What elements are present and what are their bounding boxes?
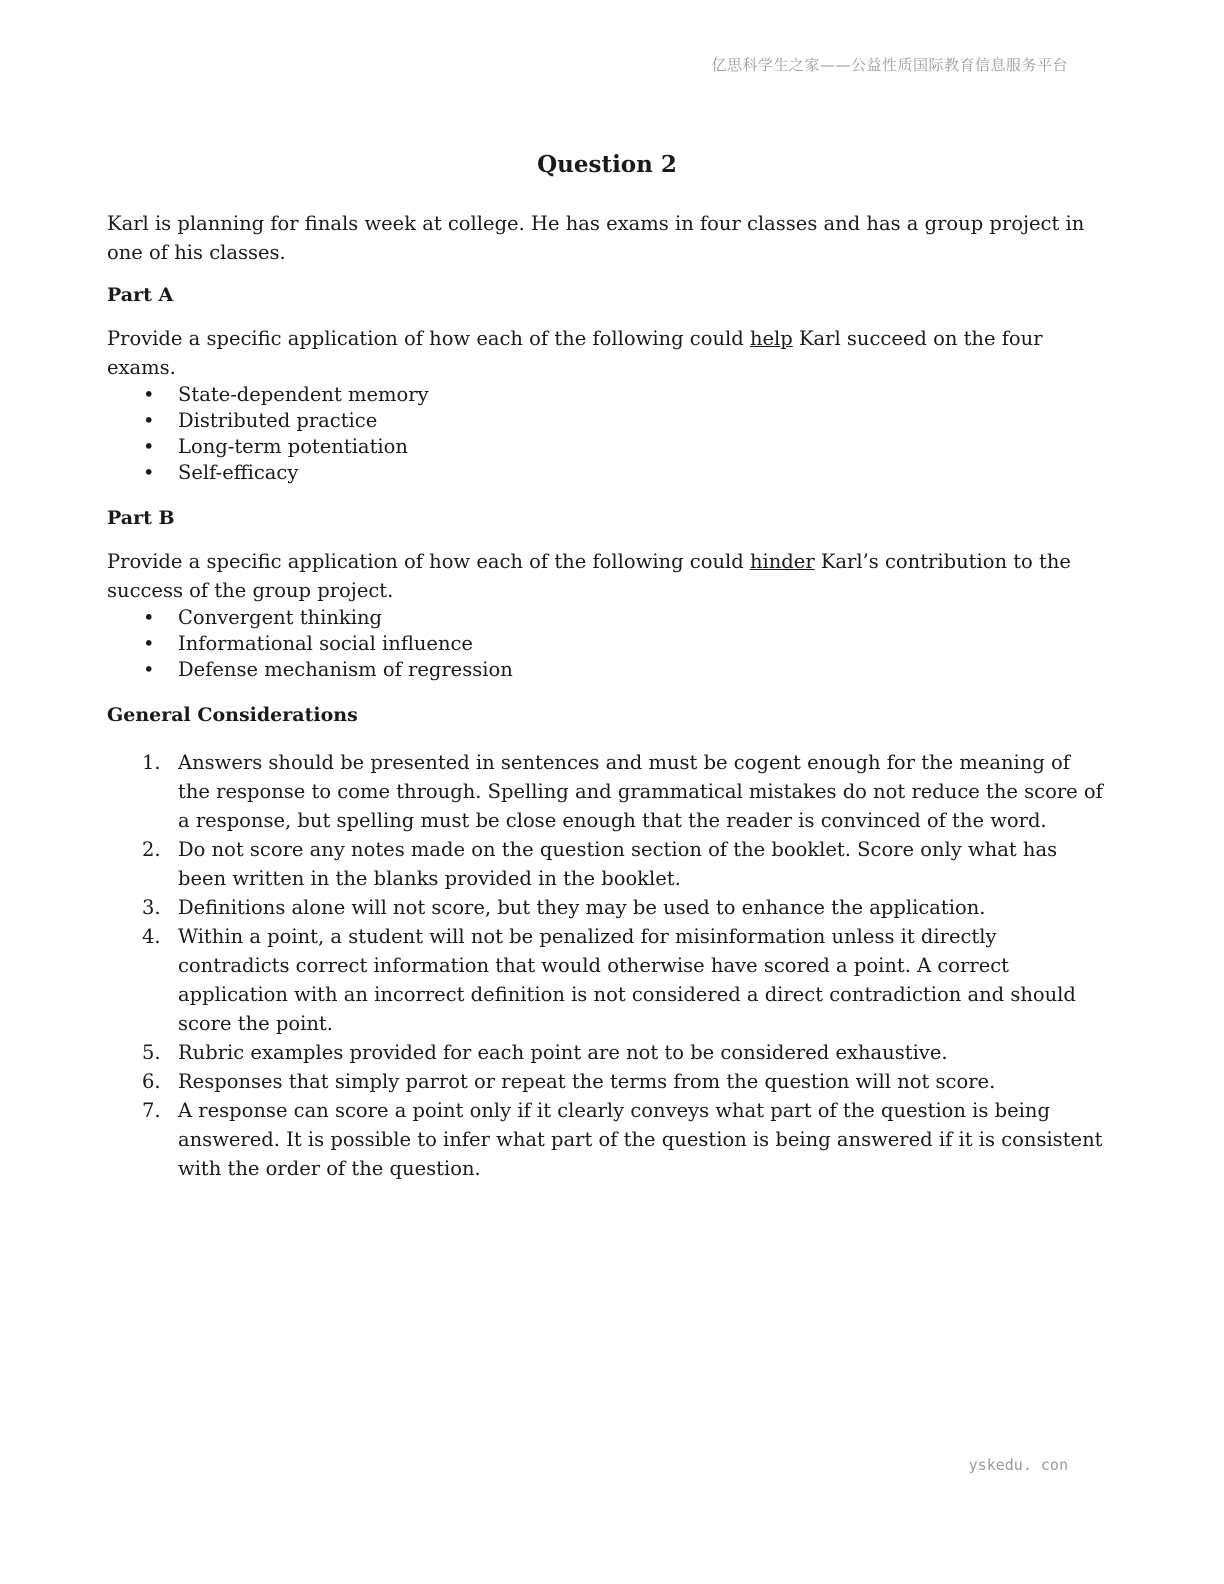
list-item — [107, 1067, 1107, 1096]
item-number: 4. — [142, 925, 161, 948]
part-b-prompt-start: Provide a specific application of how each of the following could — [107, 550, 750, 573]
list-item — [107, 835, 1107, 893]
item-text: A response can score a point only if it clearly conveys what part of the question is being answered. It is possible to infer what part of the question is being answered if it is consistent with the order of the question. — [178, 1099, 1103, 1180]
item-text: Definitions alone will not score, but they may be used to enhance the application. — [178, 896, 986, 919]
list-item: • State-dependent memory — [107, 382, 1107, 408]
part-a-prompt-start: Provide a specific application of how each of the following could — [107, 327, 750, 350]
item-text: Responses that simply parrot or repeat the terms from the question will not score. — [178, 1070, 996, 1093]
list-item: • Defense mechanism of regression — [107, 657, 1107, 683]
part-b-prompt-end: Karl’s contribution to the success of the group project. — [107, 550, 1071, 602]
list-item: • Informational social influence — [107, 631, 1107, 657]
item-number: 6. — [142, 1070, 161, 1093]
part-a-heading: Part A — [107, 284, 174, 306]
header-watermark: 亿思科学生之家——公益性质国际教育信息服务平台 — [711, 56, 1068, 74]
item-number: 1. — [142, 751, 161, 774]
item-text: Do not score any notes made on the question section of the booklet. Score only what has been written in the blanks provided in the booklet. — [178, 838, 1058, 890]
question-intro: Karl is planning for finals week at college. He has exams in four classes and has a group project in one of his classes. — [107, 212, 1085, 264]
list-item — [107, 893, 1107, 922]
list-item: • Distributed practice — [107, 408, 1107, 434]
item-number: 2. — [142, 838, 161, 861]
part-a-prompt-end: Karl succeed on the four exams. — [107, 327, 1043, 379]
list-item: • Convergent thinking — [107, 605, 1107, 631]
item-text: Answers should be presented in sentences and must be cogent enough for the meaning of the response to come through. Spelling and grammatical mistakes do not reduce the score of a response, but spelling must be close enough that the reader is convinced of the word. — [178, 751, 1103, 832]
item-number: 5. — [142, 1041, 161, 1064]
general-considerations-heading: General Considerations — [107, 704, 358, 726]
list-item: • Self-efficacy — [107, 460, 1107, 486]
footer-watermark: yskedu. con — [968, 1456, 1068, 1474]
part-a-list — [107, 382, 1107, 486]
part-a-prompt — [107, 324, 1107, 382]
list-item — [107, 748, 1107, 835]
part-b-prompt-emphasis: hinder — [749, 550, 815, 573]
item-text: Rubric examples provided for each point are not to be considered exhaustive. — [178, 1041, 948, 1064]
question-title: Question 2 — [537, 151, 677, 178]
part-b-prompt — [107, 547, 1107, 605]
part-b-list — [107, 605, 1107, 683]
general-considerations-list — [107, 748, 1107, 1183]
document-content — [107, 150, 1107, 1183]
list-item — [107, 922, 1107, 1038]
list-item — [107, 1096, 1107, 1183]
item-text: Within a point, a student will not be penalized for misinformation unless it directly contradicts correct information that would otherwise have scored a point. A correct application with an incorrect definition is not considered a direct contradiction and should score the point. — [178, 925, 1076, 1035]
item-number: 7. — [142, 1099, 161, 1122]
part-b-heading: Part B — [107, 507, 175, 529]
list-item — [107, 1038, 1107, 1067]
part-a-prompt-emphasis: help — [749, 327, 793, 350]
item-number: 3. — [142, 896, 161, 919]
list-item: • Long-term potentiation — [107, 434, 1107, 460]
